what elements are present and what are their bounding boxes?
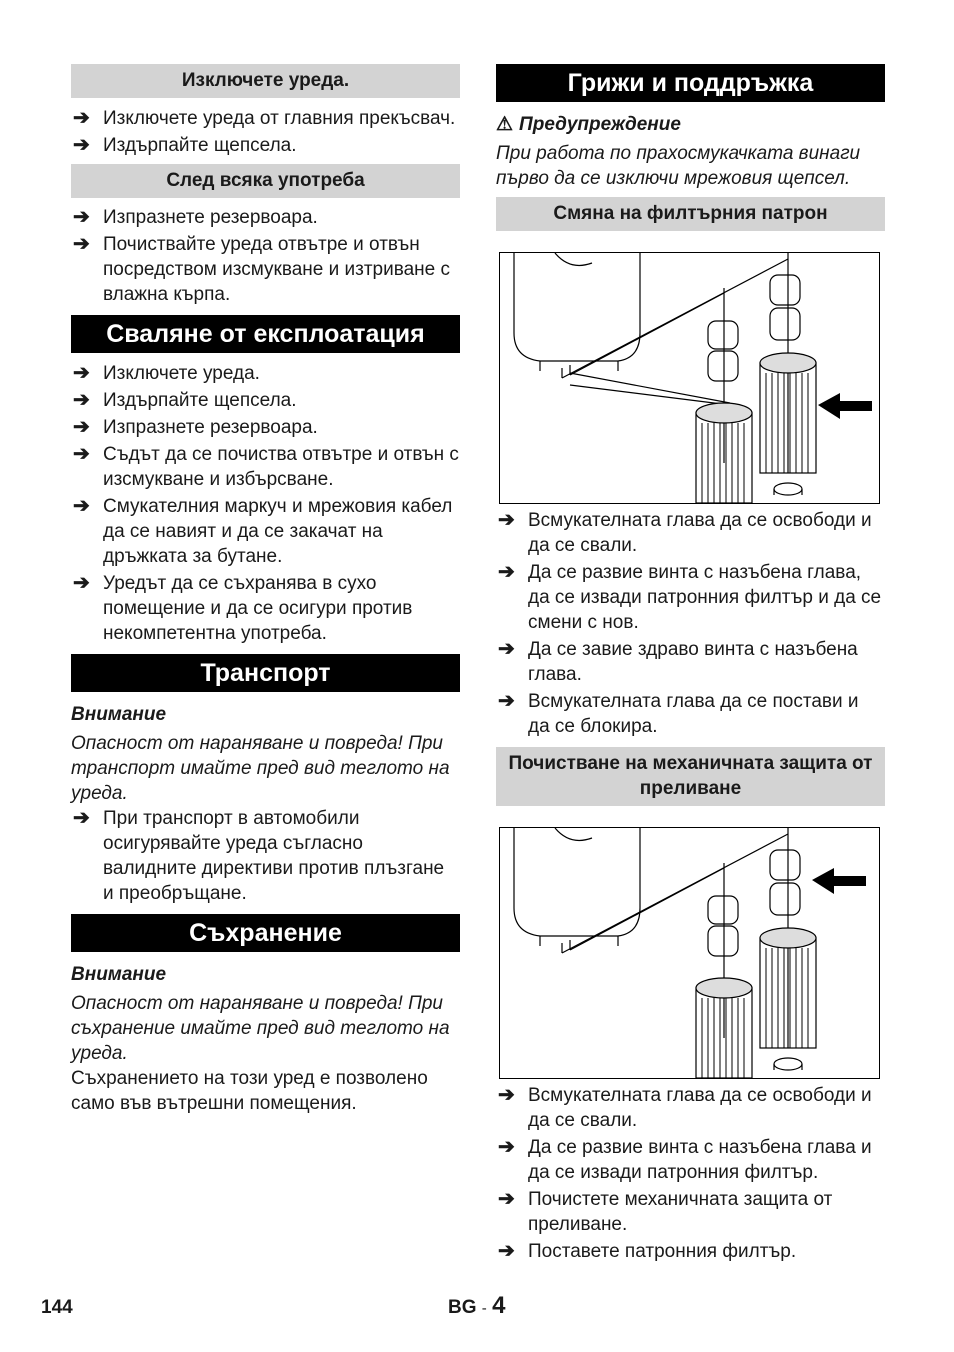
arrow-icon: ➔ [498, 1136, 515, 1158]
list-item: ➔ Издърпайте щепсела. [73, 389, 297, 411]
list-item: ➔ Смукателния маркуч и мрежовия кабел да се навият и да се закачат на дръжката за бутане. [73, 495, 453, 567]
list-item: ➔ Изпразнете резервоара. [73, 206, 318, 228]
section-page-label [448, 1292, 505, 1320]
arrow-icon: ➔ [73, 233, 90, 255]
overflow-protection-drawing [500, 828, 879, 1078]
heading-overflow-protection: Почистване на механичната защита от преливане [496, 747, 885, 806]
list-item: ➔ Съдът да се почиства отвътре и отвън с изсмукване и избърсване. [73, 443, 459, 490]
switch-off-steps [71, 106, 460, 158]
storage-note: Съхранението на този уред е позволено само във вътрешни помещения. [71, 1068, 428, 1114]
page-number: 144 [41, 1297, 73, 1318]
overflow-protection-illustration [499, 827, 880, 1079]
after-use-steps [71, 205, 460, 307]
right-column [496, 64, 885, 1266]
heading-care-maintenance: Грижи и поддръжка [496, 64, 885, 102]
arrow-icon: ➔ [73, 443, 90, 465]
list-item: ➔ Изключете уреда. [73, 362, 260, 384]
caution-text: Опасност от нараняване и повреда! При съхранение имайте пред вид теглото на уреда. [71, 993, 450, 1064]
warning-label-row: ⚠ Предупреждение [496, 114, 681, 135]
list-item: ➔ Поставете патронния филтър. [498, 1240, 797, 1262]
list-item: ➔ Да се завие здраво винта с назъбена глава. [498, 638, 858, 685]
list-item: ➔ Почиствайте уреда отвътре и отвън посредством изсмукване и изтриване с влажна кърпа. [73, 233, 451, 305]
list-item: ➔ Всмукателната глава да се постави и да се блокира. [498, 690, 859, 737]
separator-dash: - [481, 1300, 487, 1317]
arrow-icon: ➔ [73, 107, 90, 129]
arrow-icon: ➔ [498, 509, 515, 531]
list-item: ➔ При транспорт в автомобили осигурявайте уреда съгласно валидните директиви против плъзгане и преобръщане. [73, 807, 445, 904]
arrow-icon: ➔ [498, 1084, 515, 1106]
heading-storage: Съхранение [71, 914, 460, 952]
list-item: ➔ Уредът да се съхранява в сухо помещение и да се осигури против некомпетентна употреба. [73, 572, 413, 644]
arrow-icon: ➔ [73, 416, 90, 438]
decommission-steps [71, 361, 460, 646]
caution-label: Внимание [71, 704, 167, 725]
arrow-icon: ➔ [73, 807, 90, 829]
arrow-icon: ➔ [73, 572, 90, 594]
heading-transport: Транспорт [71, 654, 460, 692]
list-item: ➔ Да се развие винта с назъбена глава, да се извади патронния филтър и да се смени с нов. [498, 561, 882, 633]
arrow-icon: ➔ [73, 362, 90, 384]
arrow-icon: ➔ [73, 389, 90, 411]
filter-change-drawing [500, 253, 879, 503]
heading-switch-off: Изключете уреда. [71, 64, 460, 98]
heading-decommission: Сваляне от експлоатация [71, 315, 460, 353]
language-code: BG [448, 1297, 477, 1318]
list-item: ➔ Всмукателната глава да се освободи и да се свали. [498, 1084, 872, 1131]
arrow-icon: ➔ [73, 134, 90, 156]
heading-filter-change: Смяна на филтърния патрон [496, 197, 885, 231]
arrow-icon: ➔ [498, 561, 515, 583]
warning-triangle-icon: ⚠ [496, 114, 514, 135]
arrow-icon: ➔ [73, 495, 90, 517]
list-item: ➔ Почистете механичната защита от преливане. [498, 1188, 833, 1235]
transport-steps [71, 806, 460, 906]
overflow-protection-steps [496, 1083, 885, 1264]
arrow-icon: ➔ [498, 690, 515, 712]
list-item: ➔ Изключете уреда от главния прекъсвач. [73, 107, 456, 129]
list-item: ➔ Изпразнете резервоара. [73, 416, 318, 438]
arrow-icon: ➔ [498, 638, 515, 660]
arrow-icon: ➔ [498, 1240, 515, 1262]
arrow-icon: ➔ [73, 206, 90, 228]
filter-change-illustration [499, 252, 880, 504]
heading-after-use: След всяка употреба [71, 164, 460, 198]
caution-text: Опасност от нараняване и повреда! При транспорт имайте пред вид теглото на уреда. [71, 733, 450, 804]
list-item: ➔ Да се развие винта с назъбена глава и да се извади патронния филтър. [498, 1136, 872, 1183]
list-item: ➔ Всмукателната глава да се освободи и да се свали. [498, 509, 872, 556]
list-item: ➔ Издърпайте щепсела. [73, 134, 297, 156]
filter-change-steps [496, 508, 885, 739]
left-column [71, 64, 460, 1116]
caution-label: Внимание [71, 964, 167, 985]
warning-text: При работа по прахосмукачката винаги първо да се изключи мрежовия щепсел. [496, 143, 861, 189]
arrow-icon: ➔ [498, 1188, 515, 1210]
section-page-number: 4 [492, 1292, 506, 1319]
